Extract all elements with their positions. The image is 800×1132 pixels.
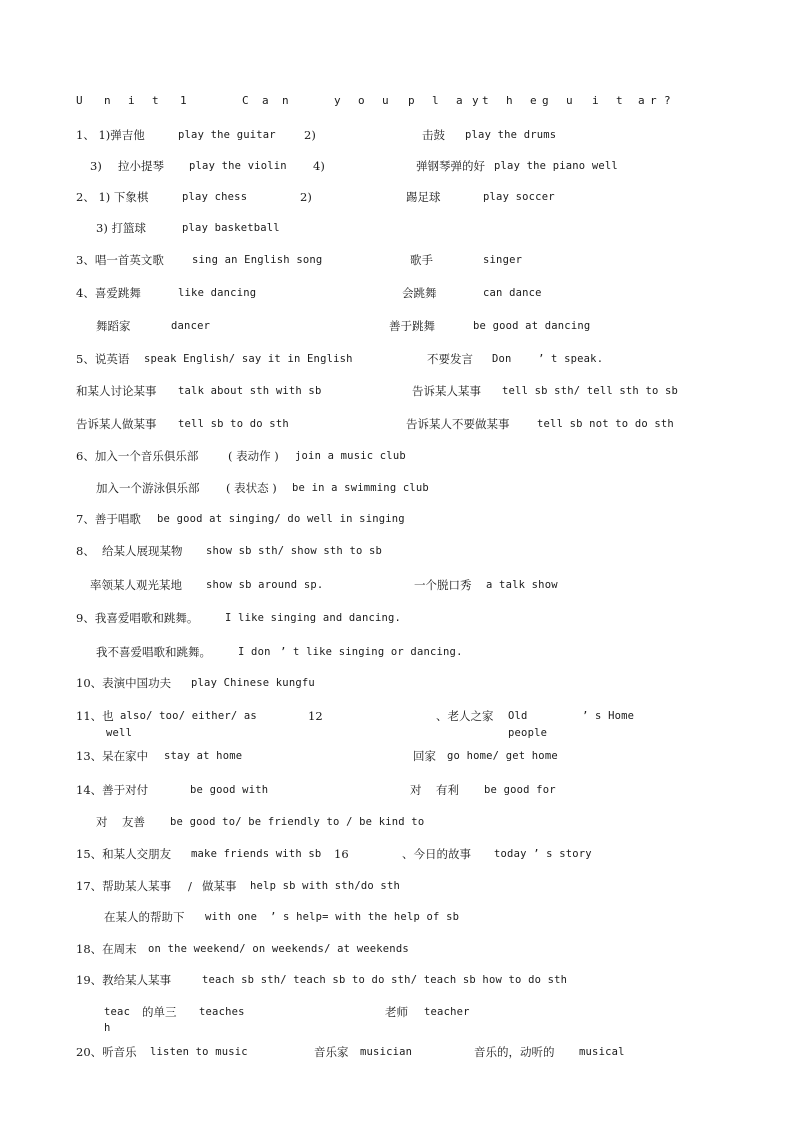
item-number-cn: 11、也 — [76, 709, 114, 723]
title-letter: u — [382, 94, 389, 107]
item-number-cn: 9、我喜爱唱歌和跳舞。 — [76, 611, 199, 625]
note-cn: ( 表状态 ) — [226, 481, 277, 495]
title-letter: t — [482, 94, 489, 107]
item-number-cn: 14、善于对付 — [76, 783, 149, 797]
phrase-en: tell sb not to do sth — [537, 418, 674, 430]
phrase-en: be good at singing/ do well in singing — [157, 513, 405, 525]
title-letter: t — [616, 94, 623, 107]
phrase-en: play the violin — [189, 160, 287, 172]
item-number-cn: 12 — [308, 709, 323, 723]
phrase-en: h — [104, 1022, 111, 1034]
phrase-en: ’ t like singing or dancing. — [280, 646, 463, 658]
phrase-en: play the guitar — [178, 129, 276, 141]
phrase-cn: 对 — [96, 815, 108, 829]
item-number-cn: 16 — [334, 847, 349, 861]
phrase-en: play Chinese kungfu — [191, 677, 315, 689]
phrase-en: with one — [205, 911, 258, 923]
title-letter: e — [530, 94, 537, 107]
title-letter: t — [152, 94, 159, 107]
phrase-cn: 给某人展现某物 — [102, 544, 183, 558]
phrase-en: talk about sth with sb — [178, 385, 322, 397]
phrase-cn: 友善 — [122, 815, 145, 829]
phrase-en: tell sb sth/ tell sth to sb — [502, 385, 679, 397]
phrase-cn: 告诉某人做某事 — [76, 417, 157, 431]
phrase-cn: 回家 — [413, 749, 436, 763]
phrase-cn: 率领某人观光某地 — [90, 578, 182, 592]
title-letter: 1 — [180, 94, 187, 107]
phrase-en: play the piano well — [494, 160, 618, 172]
phrase-cn: 拉小提琴 — [118, 159, 164, 173]
phrase-en: singer — [483, 254, 523, 266]
phrase-cn: 踢足球 — [406, 190, 441, 204]
item-number-cn: 20、听音乐 — [76, 1045, 137, 1059]
phrase-en: a talk show — [486, 579, 558, 591]
phrase-en: show sb sth/ show sth to sb — [206, 545, 383, 557]
phrase-en: like dancing — [178, 287, 257, 299]
phrase-en: go home/ get home — [447, 750, 558, 762]
phrase-en: dancer — [171, 320, 211, 332]
item-number-cn: 13、呆在家中 — [76, 749, 149, 763]
item-number-cn: 2、 1) 下象棋 — [76, 190, 149, 204]
phrase-en: musical — [579, 1046, 625, 1058]
phrase-en: ’ s Home — [582, 710, 635, 722]
phrase-en: well — [106, 727, 133, 739]
item-number-cn: 8、 — [76, 544, 95, 558]
phrase-en: can dance — [483, 287, 542, 299]
phrase-cn: 加入一个游泳俱乐部 — [96, 481, 200, 495]
phrase-en: play chess — [182, 191, 248, 203]
phrase-en: teacher — [424, 1006, 470, 1018]
phrase-en: be good at dancing — [473, 320, 591, 332]
phrase-en: play basketball — [182, 222, 280, 234]
phrase-en: people — [508, 727, 548, 739]
phrase-en: be good with — [190, 784, 269, 796]
item-number-cn: 5、说英语 — [76, 352, 130, 366]
phrase-en: I like singing and dancing. — [225, 612, 402, 624]
title-letter: y — [472, 94, 479, 107]
phrase-en: teach sb sth/ teach sb to do sth/ teach sb how to do sth — [202, 974, 568, 986]
item-number-cn: 15、和某人交朋友 — [76, 847, 172, 861]
item-number-cn: 10、表演中国功夫 — [76, 676, 172, 690]
phrase-en: join a music club — [295, 450, 406, 462]
phrase-cn: 歌手 — [410, 253, 433, 267]
phrase-cn: 告诉某人不要做某事 — [406, 417, 510, 431]
phrase-cn: 老师 — [385, 1005, 408, 1019]
title-letter: r — [650, 94, 657, 107]
item-number-cn: 1、 1)弹吉他 — [76, 128, 145, 142]
phrase-cn: 我不喜爱唱歌和跳舞。 — [96, 645, 211, 659]
phrase-cn: 在某人的帮助下 — [104, 910, 185, 924]
phrase-en: I don — [238, 646, 271, 658]
phrase-en: help sb with sth/do sth — [250, 880, 400, 892]
phrase-cn: 有利 — [436, 783, 459, 797]
item-number-cn: 4、喜爱跳舞 — [76, 286, 141, 300]
phrase-cn: 不要发言 — [427, 352, 473, 366]
phrase-en: musician — [360, 1046, 413, 1058]
title-letter: y — [334, 94, 341, 107]
phrase-en: make friends with sb — [191, 848, 322, 860]
item-number-cn: 18、在周末 — [76, 942, 137, 956]
phrase-en: play soccer — [483, 191, 555, 203]
title-letter: U — [76, 94, 83, 107]
phrase-en: sing an English song — [192, 254, 323, 266]
phrase-en: Old — [508, 710, 528, 722]
note-cn: ( 表动作 ) — [228, 449, 279, 463]
phrase-cn: 一个脱口秀 — [414, 578, 472, 592]
phrase-cn: 、今日的故事 — [402, 847, 471, 861]
title-letter: n — [282, 94, 289, 107]
phrase-en: teac — [104, 1006, 131, 1018]
phrase-cn: 、老人之家 — [436, 709, 494, 723]
phrase-cn: 击鼓 — [422, 128, 445, 142]
title-letter: ? — [664, 94, 671, 107]
phrase-cn: 音乐家 — [314, 1045, 349, 1059]
phrase-cn: 告诉某人某事 — [412, 384, 481, 398]
title-letter: a — [638, 94, 645, 107]
phrase-en: also/ too/ either/ as — [120, 710, 257, 722]
title-letter: p — [408, 94, 415, 107]
phrase-cn: 弹钢琴弹的好 — [416, 159, 485, 173]
phrase-cn: 做某事 — [202, 879, 237, 893]
phrase-cn: 和某人讨论某事 — [76, 384, 157, 398]
phrase-cn: 3) 打篮球 — [96, 221, 146, 235]
title-letter: a — [262, 94, 269, 107]
separator: / — [188, 879, 192, 893]
item-number-cn: 17、帮助某人某事 — [76, 879, 172, 893]
title-letter: C — [242, 94, 249, 107]
title-letter: l — [432, 94, 439, 107]
phrase-en: ’ s help= with the help of sb — [270, 911, 460, 923]
sub-number: 2) — [304, 128, 316, 142]
title-letter: g — [542, 94, 549, 107]
title-letter: u — [566, 94, 573, 107]
item-number-cn: 19、教给某人某事 — [76, 973, 172, 987]
item-number-cn: 7、善于唱歌 — [76, 512, 141, 526]
phrase-en: on the weekend/ on weekends/ at weekends — [148, 943, 409, 955]
title-letter: i — [128, 94, 135, 107]
phrase-en: tell sb to do sth — [178, 418, 289, 430]
phrase-en: ’ t speak. — [538, 353, 604, 365]
phrase-en: be in a swimming club — [292, 482, 429, 494]
phrase-en: show sb around sp. — [206, 579, 324, 591]
sub-number: 4) — [313, 159, 325, 173]
sub-number: 3) — [90, 159, 102, 173]
item-number-cn: 6、加入一个音乐俱乐部 — [76, 449, 199, 463]
phrase-en: speak English/ say it in English — [144, 353, 353, 365]
phrase-en: teaches — [199, 1006, 245, 1018]
sub-number: 2) — [300, 190, 312, 204]
phrase-cn: 善于跳舞 — [389, 319, 435, 333]
phrase-en: today ’ s story — [494, 848, 592, 860]
phrase-en: listen to music — [150, 1046, 248, 1058]
phrase-cn: 舞蹈家 — [96, 319, 131, 333]
phrase-en: be good for — [484, 784, 556, 796]
item-number-cn: 3、唱一首英文歌 — [76, 253, 164, 267]
title-letter: o — [358, 94, 365, 107]
title-letter: h — [506, 94, 513, 107]
phrase-cn: 会跳舞 — [402, 286, 437, 300]
phrase-en: Don — [492, 353, 512, 365]
title-letter: n — [104, 94, 111, 107]
phrase-cn: 音乐的，动听的 — [474, 1045, 555, 1059]
phrase-en: stay at home — [164, 750, 243, 762]
title-letter: i — [592, 94, 599, 107]
phrase-en: play the drums — [465, 129, 557, 141]
phrase-cn: 的单三 — [142, 1005, 177, 1019]
phrase-en: be good to/ be friendly to / be kind to — [170, 816, 425, 828]
phrase-cn: 对 — [410, 783, 422, 797]
title-letter: a — [456, 94, 463, 107]
